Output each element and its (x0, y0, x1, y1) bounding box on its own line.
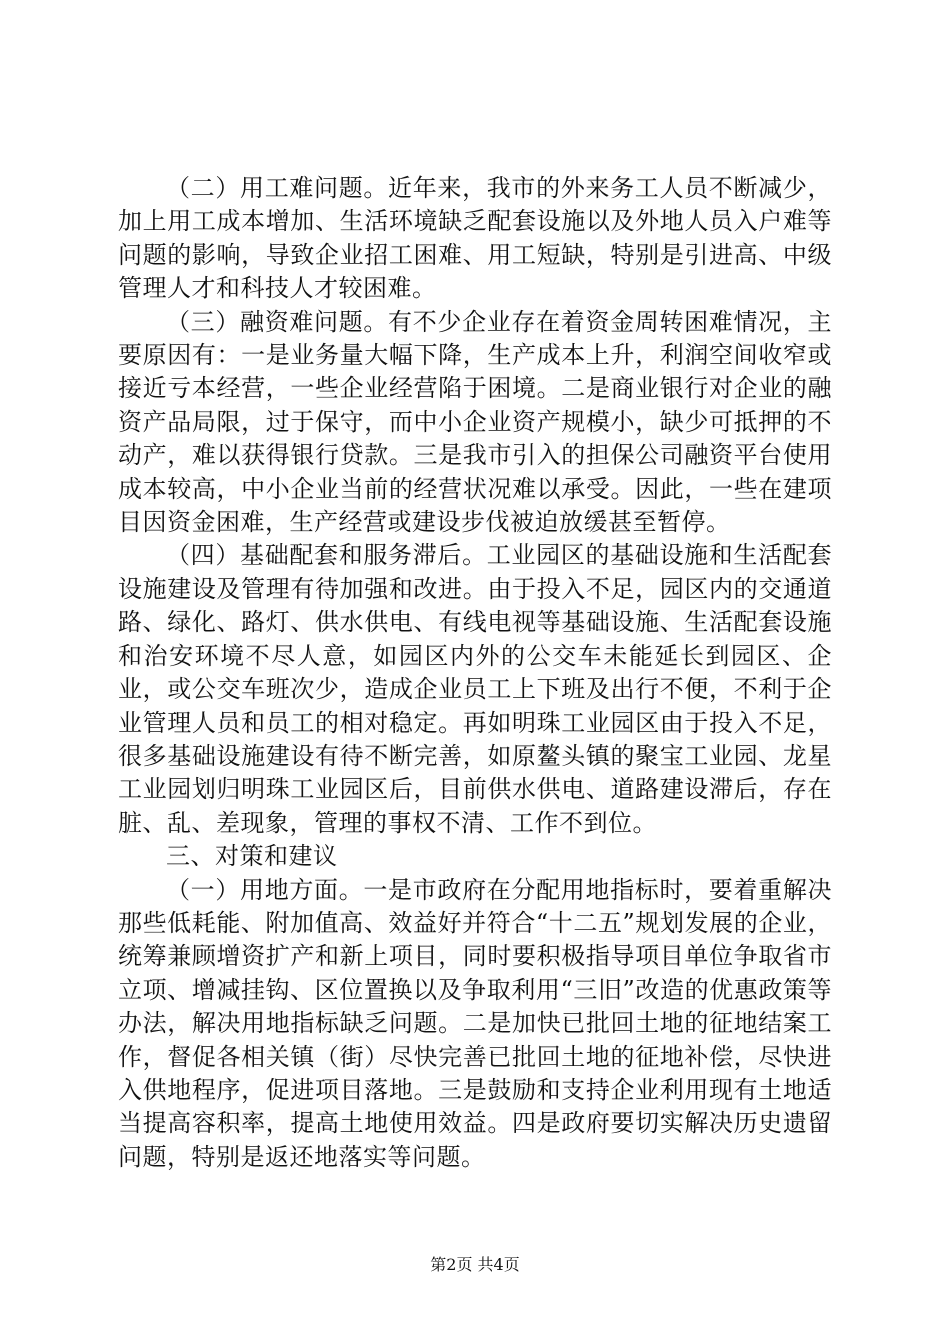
paragraph-labor-difficulty: （二）用工难问题。近年来，我市的外来务工人员不断减少，加上用工成本增加、生活环境缺乏配套设施以及外地人员入户难等问题的影响，导致企业招工困难、用工短缺，特别是引进高、中级管理人才和科技人才较困难。 (118, 174, 832, 303)
paragraph-financing-difficulty: （三）融资难问题。有不少企业存在着资金周转困难情况，主要原因有：一是业务量大幅下降，生产成本上升，利润空间收窄或接近亏本经营，一些企业经营陷于困境。二是商业银行对企业的融资产品局限，过于保守，而中小企业资产规模小，缺少可抵押的不动产，难以获得银行贷款。三是我市引入的担保公司融资平台使用成本较高，中小企业当前的经营状况难以承受。因此，一些在建项目因资金困难，生产经营或建设步伐被迫放缓甚至暂停。 (118, 307, 832, 537)
document-body (118, 172, 832, 1174)
section-heading-countermeasures: 三、对策和建议 (166, 842, 338, 871)
paragraph-infrastructure-lag: （四）基础配套和服务滞后。工业园区的基础设施和生活配套设施建设及管理有待加强和改进。由于投入不足，园区内的交通道路、绿化、路灯、供水供电、有线电视等基础设施、生活配套设施和治安环境不尽人意，如园区内外的公交车未能延长到园区、企业，或公交车班次少，造成企业员工上下班及出行不便，不利于企业管理人员和员工的相对稳定。再如明珠工业园区由于投入不足，很多基础设施建设有待不断完善，如原鳌头镇的聚宝工业园、龙星工业园划归明珠工业园区后，目前供水供电、道路建设滞后，存在脏、乱、差现象，管理的事权不清、工作不到位。 (118, 541, 832, 837)
page-footer: 第2页 共4页 (430, 1255, 520, 1274)
paragraph-land-use: （一）用地方面。一是市政府在分配用地指标时，要着重解决那些低耗能、附加值高、效益好并符合“十二五”规划发展的企业，统筹兼顾增资扩产和新上项目，同时要积极指导项目单位争取省市立项、增减挂钩、区位置换以及争取利用“三旧”改造的优惠政策等办法，解决用地指标缺乏问题。二是加快已批回土地的征地结案工作，督促各相关镇（街）尽快完善已批回土地的征地补偿，尽快进入供地程序，促进项目落地。三是鼓励和支持企业利用现有土地适当提高容积率，提高土地使用效益。四是政府要切实解决历史遗留问题，特别是返还地落实等问题。 (118, 875, 832, 1171)
